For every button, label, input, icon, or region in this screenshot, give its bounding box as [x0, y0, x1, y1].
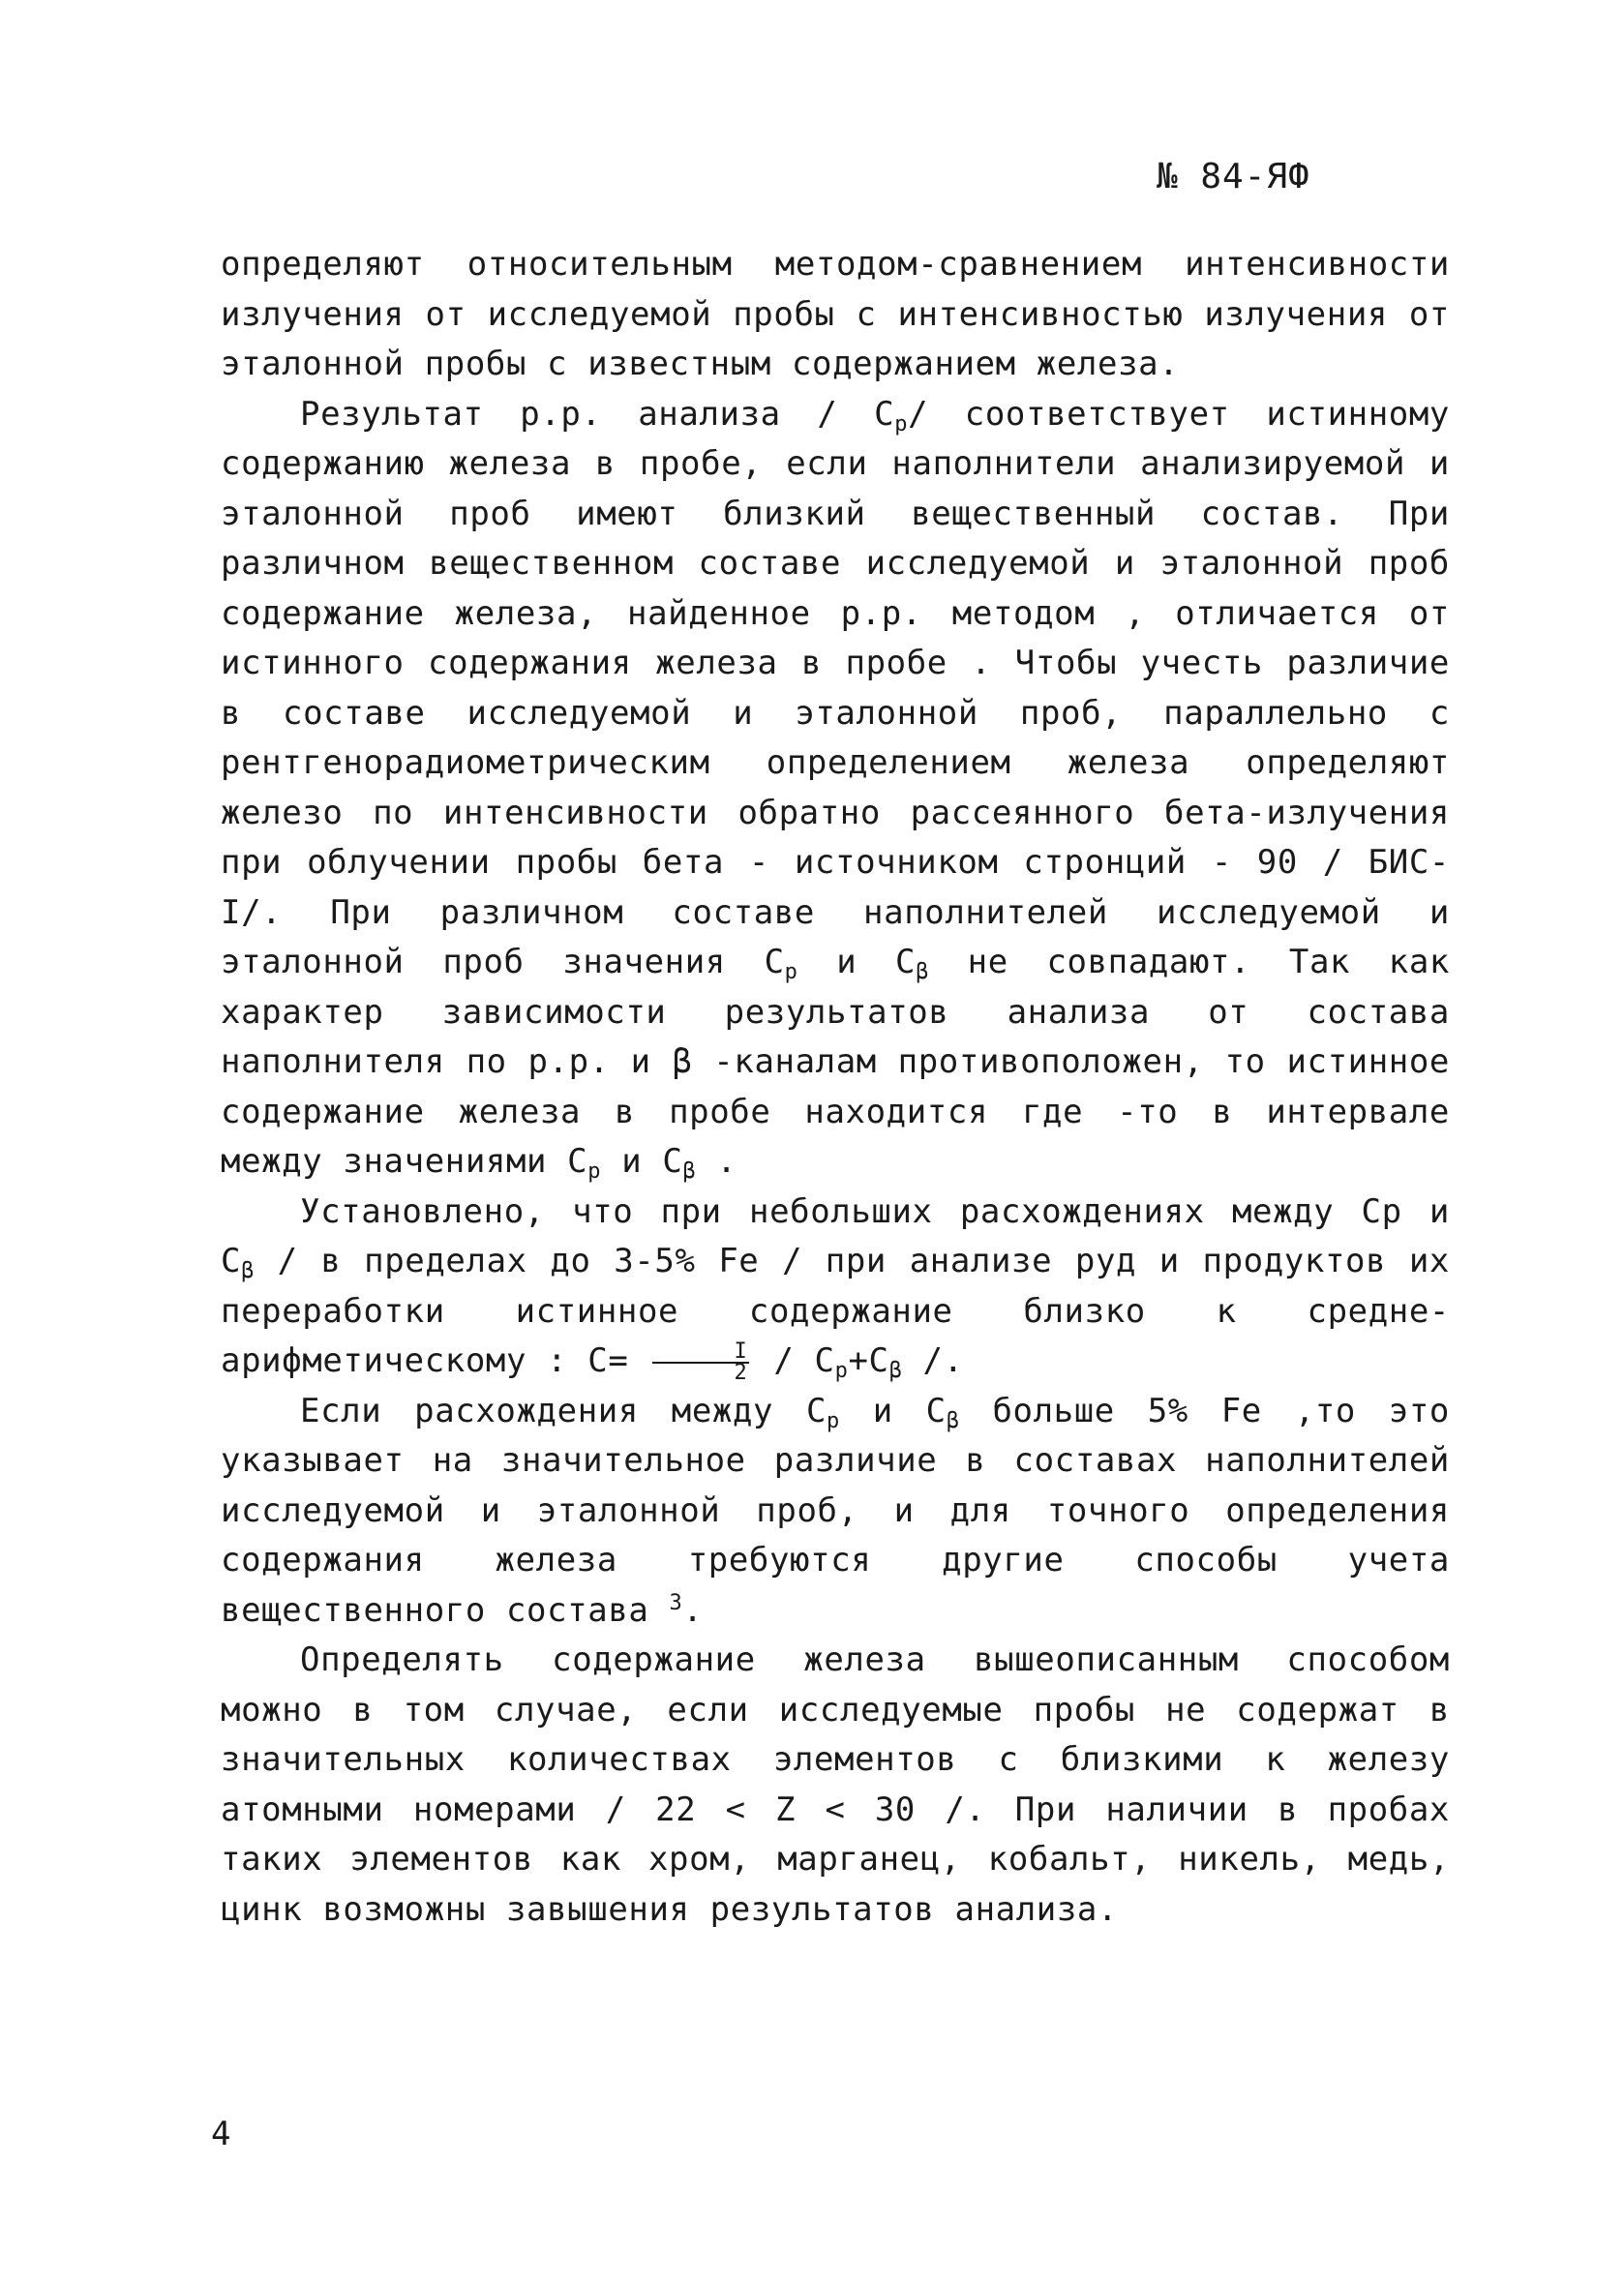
document-number: № 84-ЯФ	[1157, 157, 1310, 196]
paragraph-3: Установлено, что при небольших расхождениях между Ср и $С_\beta$ / в пределах до 3-5% Fe / при анализе руд и продуктов их переработки истинное содержание близко к средне- арифметическому : С= $\frac{I}{2}$ / $С_р+С_\beta$ /.	[221, 1191, 1450, 1385]
paragraph-2: Результат р.р. анализа / $С_р/$ соответствует истинному содержанию железа в пробе, если наполнители анализируемой и эталонной проб имеют близкий вещественный состав. При различном вещественном составе исследуемой и эталонной проб содержание железа, найденное р.р. методом , отличается от истинного содержания железа в пробе . Чтобы учесть различие в составе исследуемой и эталонной проб, параллельно с рентгенорадиометрическим определением железа определяют железо по интенсивности обратно рассеянного бета-излучения при облучении пробы бета - источником стронций - 90 / БИС-I/. При различном составе наполнителей исследуемой и эталонной проб значения $С_р$ и $С_\beta$ не совпадают. Так как характер зависимости результатов анализа от состава наполнителя по р.р. и β -каналам противоположен, то истинное содержание железа в пробе находится где -то в интервале между значениями $С_р$ и $С_\beta$ .	[221, 394, 1450, 1184]
paragraph-5: Определять содержание железа вышеописанным способом можно в том случае, если исследуемые пробы не содержат в значительных количествах элементов с близкими к железу атомными номерами / 22 < Z < 30 /. При наличии в пробах таких элементов как хром, марганец, кобальт, никель, медь, цинк возможны завышения результатов анализа.	[221, 1640, 1450, 1929]
paragraph-1: определяют относительным методом-сравнением интенсивности излучения от исследуемой пробы с интенсивностью излучения от эталонной пробы с известным содержанием железа.	[221, 245, 1450, 383]
body-text	[221, 240, 1450, 1935]
page-number: 4	[211, 2115, 231, 2153]
paragraph-4: Если расхождения между $С_р$ и $С_\beta$ больше 5% Fe ,то это указывает на значительное различие в составах наполнителей исследуемой и эталонной проб, и для точного определения содержания железа требуются другие способы учета вещественного состава $^3$.	[221, 1391, 1450, 1630]
fraction-one-half: $\frac{I}{2}$	[652, 1342, 749, 1383]
